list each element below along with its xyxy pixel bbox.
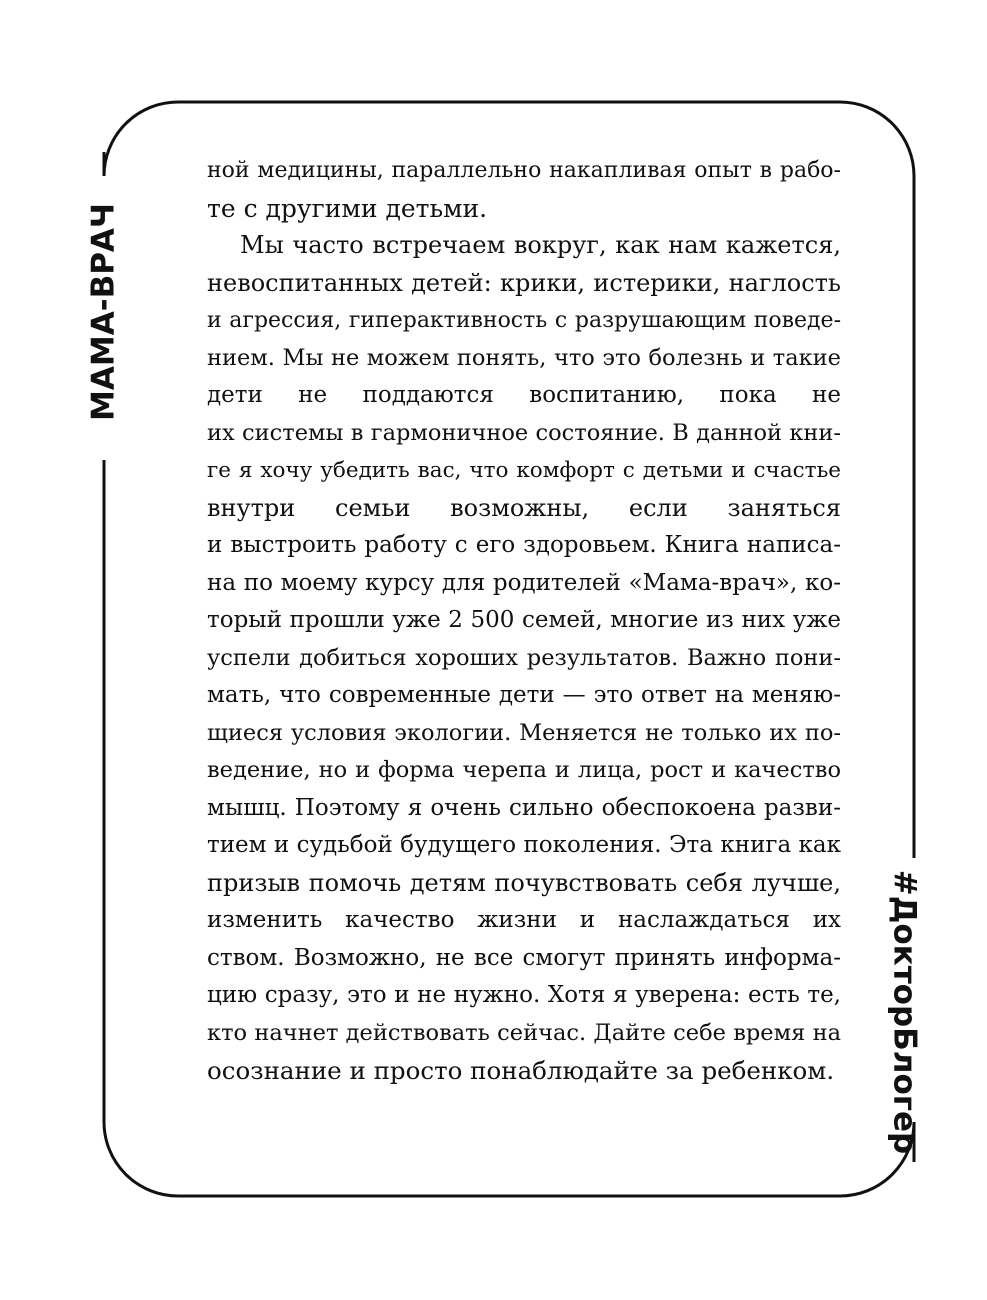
- text-line: цию сразу, это и не нужно. Хотя я уверена: есть те,: [207, 982, 841, 1008]
- running-title-right: #ДокторБлогер: [886, 869, 923, 1155]
- text-line: Мы часто встречаем вокруг, как нам кажется,: [240, 231, 841, 259]
- text-line: и агрессия, гиперактивность с разрушающим поведе-: [207, 308, 841, 333]
- text-line: осознание и просто понаблюдайте за ребенком.: [207, 1056, 835, 1085]
- body-text: [207, 152, 841, 1090]
- text-line: невоспитанных детей: крики, истерики, наглость: [207, 268, 841, 297]
- text-line: нием. Мы не можем понять, что это болезнь и такие: [207, 344, 841, 371]
- text-line: ством. Возможно, не все смогут принять информа-: [207, 944, 841, 971]
- text-line: и выстроить работу с его здоровьем. Книга написа-: [207, 532, 841, 558]
- running-title-left: МАМА-ВРАЧ: [85, 203, 122, 421]
- text-line: ге я хочу убедить вас, что комфорт с детьми и счастье: [207, 458, 841, 483]
- text-line: их системы в гармоничное состояние. В данной кни-: [207, 419, 841, 446]
- text-line: призыв помочь детям почувствовать себя лучше,: [207, 868, 841, 897]
- text-line: торый прошли уже 2 500 семей, многие из них уже: [207, 607, 841, 633]
- text-line: кто начнет действовать сейчас. Дайте себе время на: [207, 1019, 841, 1046]
- text-line: внутри семьи возможны, если заняться: [207, 493, 841, 522]
- text-line: тием и судьбой будущего поколения. Эта книга как: [207, 832, 841, 858]
- text-line: те с другими детьми.: [207, 193, 488, 223]
- text-line: ной медицины, параллельно накапливая опыт в рабо-: [207, 158, 841, 183]
- text-line: дети не поддаются воспитанию, пока не: [207, 382, 841, 408]
- text-line: изменить качество жизни и наслаждаться их: [207, 907, 841, 933]
- text-line: щиеся условия экологии. Меняется не только их по-: [207, 719, 841, 746]
- text-line: мышц. Поэтому я очень сильно обеспокоена разви-: [207, 794, 841, 821]
- text-line: успели добиться хороших результатов. Важно пони-: [207, 644, 841, 671]
- text-line: на по моему курсу для родителей «Мама-врач», ко-: [207, 569, 841, 596]
- text-line: ведение, но и форма черепа и лица, рост и качество: [207, 757, 841, 783]
- text-line: мать, что современные дети — это ответ на меняю-: [207, 682, 841, 708]
